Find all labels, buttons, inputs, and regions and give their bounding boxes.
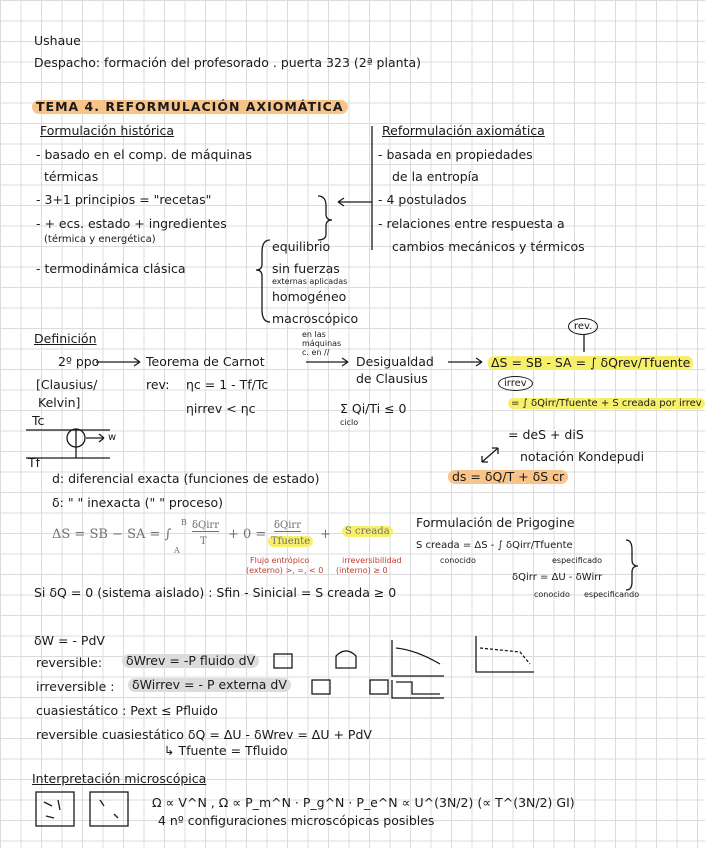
arrow-note: en las máquinas c. en // — [302, 330, 342, 357]
right-line-1b: de la entropía — [392, 169, 479, 184]
micro-configs: 4 nº configuraciones microscópicas posibles — [158, 813, 435, 828]
delta-inexacta: δ: " " inexacta (" " proceso) — [52, 495, 223, 510]
prigogine-especificando: especificando — [584, 590, 640, 599]
left-line-4: - termodinámica clásica — [36, 261, 186, 276]
pv-axes-1 — [392, 640, 444, 676]
irrev-bubble: irrev — [498, 376, 533, 391]
micro-box-2 — [90, 792, 128, 826]
prigogine-title: Formulación de Prigogine — [416, 515, 575, 530]
micro-title: Interpretación microscópica — [32, 771, 207, 786]
clausius-sum-sub: ciclo — [340, 418, 359, 427]
arrow-desig-deltas — [448, 358, 482, 366]
tema-title: TEMA 4. REFORMULACIÓN AXIOMÁTICA — [32, 100, 348, 114]
brace-item-externas: externas aplicadas — [272, 277, 348, 286]
ds-kondepudi: ds = δQ/T + δS cr — [448, 470, 568, 484]
brace-item-macroscopico: macroscópico — [272, 311, 359, 326]
right-heading: Reformulación axiomática — [382, 123, 545, 138]
pv-step — [396, 682, 440, 694]
clausius-sum: Σ Qi/Ti ≤ 0 — [340, 401, 407, 416]
left-line-1: - basado en el comp. de máquinas — [36, 147, 252, 162]
big-eq-frac-num: δQirr — [192, 520, 219, 531]
big-eq-frac2-num: δQirr — [274, 520, 301, 531]
big-eq-frac-den: T — [200, 536, 207, 547]
irreversible-label: irreversible : — [36, 679, 115, 694]
piston-rev — [336, 651, 356, 668]
arrow-work — [86, 434, 104, 442]
big-eq-screada: S creada — [342, 526, 393, 537]
left-line-2: - 3+1 principios = "recetas" — [36, 192, 212, 207]
irrev-label: irreversibilidad — [342, 556, 402, 565]
reversible-label: reversible: — [36, 655, 103, 670]
micro-particles-1 — [44, 800, 60, 818]
de-clausius: de Clausius — [356, 371, 428, 386]
big-eq-frac2-den: Tfuente — [268, 536, 313, 547]
flujo-sign: (externo) >, =, < 0 — [246, 566, 324, 575]
piston-1 — [274, 654, 292, 668]
flujo-label: Flujo entrópico — [250, 556, 310, 565]
w-label: w — [108, 432, 117, 443]
segundo-ppo: 2º ppo — [58, 354, 100, 369]
right-line-3b: cambios mecánicos y térmicos — [392, 239, 585, 254]
big-eq-plus0: + 0 = — [228, 527, 267, 542]
brace-item-homogeneo: homogéneo — [272, 289, 347, 304]
brace-ingredientes — [318, 196, 332, 240]
prigogine-q: δQirr = ΔU - δWirr — [512, 572, 603, 583]
pv-axes-2 — [476, 636, 534, 672]
micro-box-1 — [36, 792, 74, 826]
kelvin-label: Kelvin] — [38, 395, 81, 410]
definicion-title: Definición — [34, 331, 97, 346]
d-exacta: d: diferencial exacta (funciones de estado) — [52, 471, 320, 486]
des-dis: = deS + diS — [508, 427, 584, 442]
kondepudi-note: notación Kondepudi — [520, 449, 645, 464]
desigualdad: Desigualdad — [356, 354, 434, 369]
big-eq-lhs: ΔS = SB − SA = ∫ — [52, 527, 172, 542]
brace-item-equilibrio: equilibrio — [272, 239, 331, 254]
tf-label: Tf — [28, 455, 41, 470]
irrev-sign: (interno) ≥ 0 — [336, 566, 388, 575]
brace-clasica — [256, 240, 270, 322]
pv-curve-1 — [396, 648, 440, 664]
author-name: Ushaue — [34, 33, 81, 48]
brace-item-sin-fuerzas: sin fuerzas — [272, 261, 340, 276]
left-heading: Formulación histórica — [40, 123, 175, 138]
left-line-3: - + ecs. estado + ingredientes — [36, 216, 227, 231]
eta-irrev: ηirrev < ηc — [186, 401, 256, 416]
big-eq-plus: + — [320, 527, 331, 542]
rev-bubble: rev. — [568, 318, 598, 335]
irreversible-eq: δWirrev = - P externa dV — [128, 678, 291, 692]
right-line-3: - relaciones entre respuesta a — [378, 216, 565, 231]
prigogine-conocido: conocido — [440, 556, 476, 565]
eta-carnot: ηc = 1 - Tf/Tc — [186, 377, 269, 392]
reversible-eq: δWrev = -P fluido dV — [122, 654, 259, 668]
tc-label: Tc — [32, 413, 45, 428]
left-line-1b: térmicas — [44, 169, 99, 184]
right-line-1: - basada en propiedades — [378, 147, 533, 162]
left-line-3b: (térmica y energética) — [44, 234, 156, 245]
prigogine-especificado: especificado — [552, 556, 603, 565]
brace-prigogine — [626, 540, 638, 590]
tfuente-tfluido: ↳ Tfuente = Tfluido — [164, 743, 288, 758]
right-line-2: - 4 postulados — [378, 192, 467, 207]
piston-3 — [370, 680, 388, 694]
micro-particles-2 — [100, 800, 118, 818]
clausius-label: [Clausius/ — [36, 377, 98, 392]
pv-axes-3 — [392, 680, 444, 698]
cuasiestatico: cuasiestático : Pext ≤ Pfluido — [36, 703, 218, 718]
prigogine-conocido2: conocido — [534, 590, 570, 599]
rev-label: rev: — [146, 377, 170, 392]
big-eq-lim-top: B — [181, 518, 187, 527]
delta-s-irrev: = ∫ δQirr/Tfuente + S creada por irrev — [508, 398, 705, 409]
office-line: Despacho: formación del profesorado . puerta 323 (2ª planta) — [34, 55, 421, 70]
pv-curve-2 — [480, 648, 530, 664]
delta-s-rev: ΔS = SB - SA = ∫ δQrev/Tfuente — [488, 356, 693, 370]
piston-2 — [312, 680, 330, 694]
big-eq-lim-bot: A — [174, 546, 180, 555]
arrow-ppo-carnot — [96, 358, 140, 366]
teorema-carnot: Teorema de Carnot — [146, 354, 265, 369]
reversible-cuasiestatico: reversible cuasiestático δQ = ΔU - δWrev = ΔU + PdV — [36, 727, 372, 742]
micro-omega: Ω ∝ V^N , Ω ∝ P_m^N · P_g^N · P_e^N ∝ U^(3N/2) (∝ T^(3N/2) GI) — [152, 795, 575, 810]
arrow-to-left — [338, 198, 372, 206]
prigogine-s: S creada = ΔS - ∫ δQirr/Tfuente — [416, 540, 573, 551]
sistema-aislado: Si δQ = 0 (sistema aislado) : Sfin - Sinicial = S creada ≥ 0 — [34, 585, 397, 600]
arrow-kondepudi — [482, 448, 498, 462]
trabajo-def: δW = - PdV — [34, 633, 105, 648]
arrow-carnot-desig — [306, 358, 348, 366]
